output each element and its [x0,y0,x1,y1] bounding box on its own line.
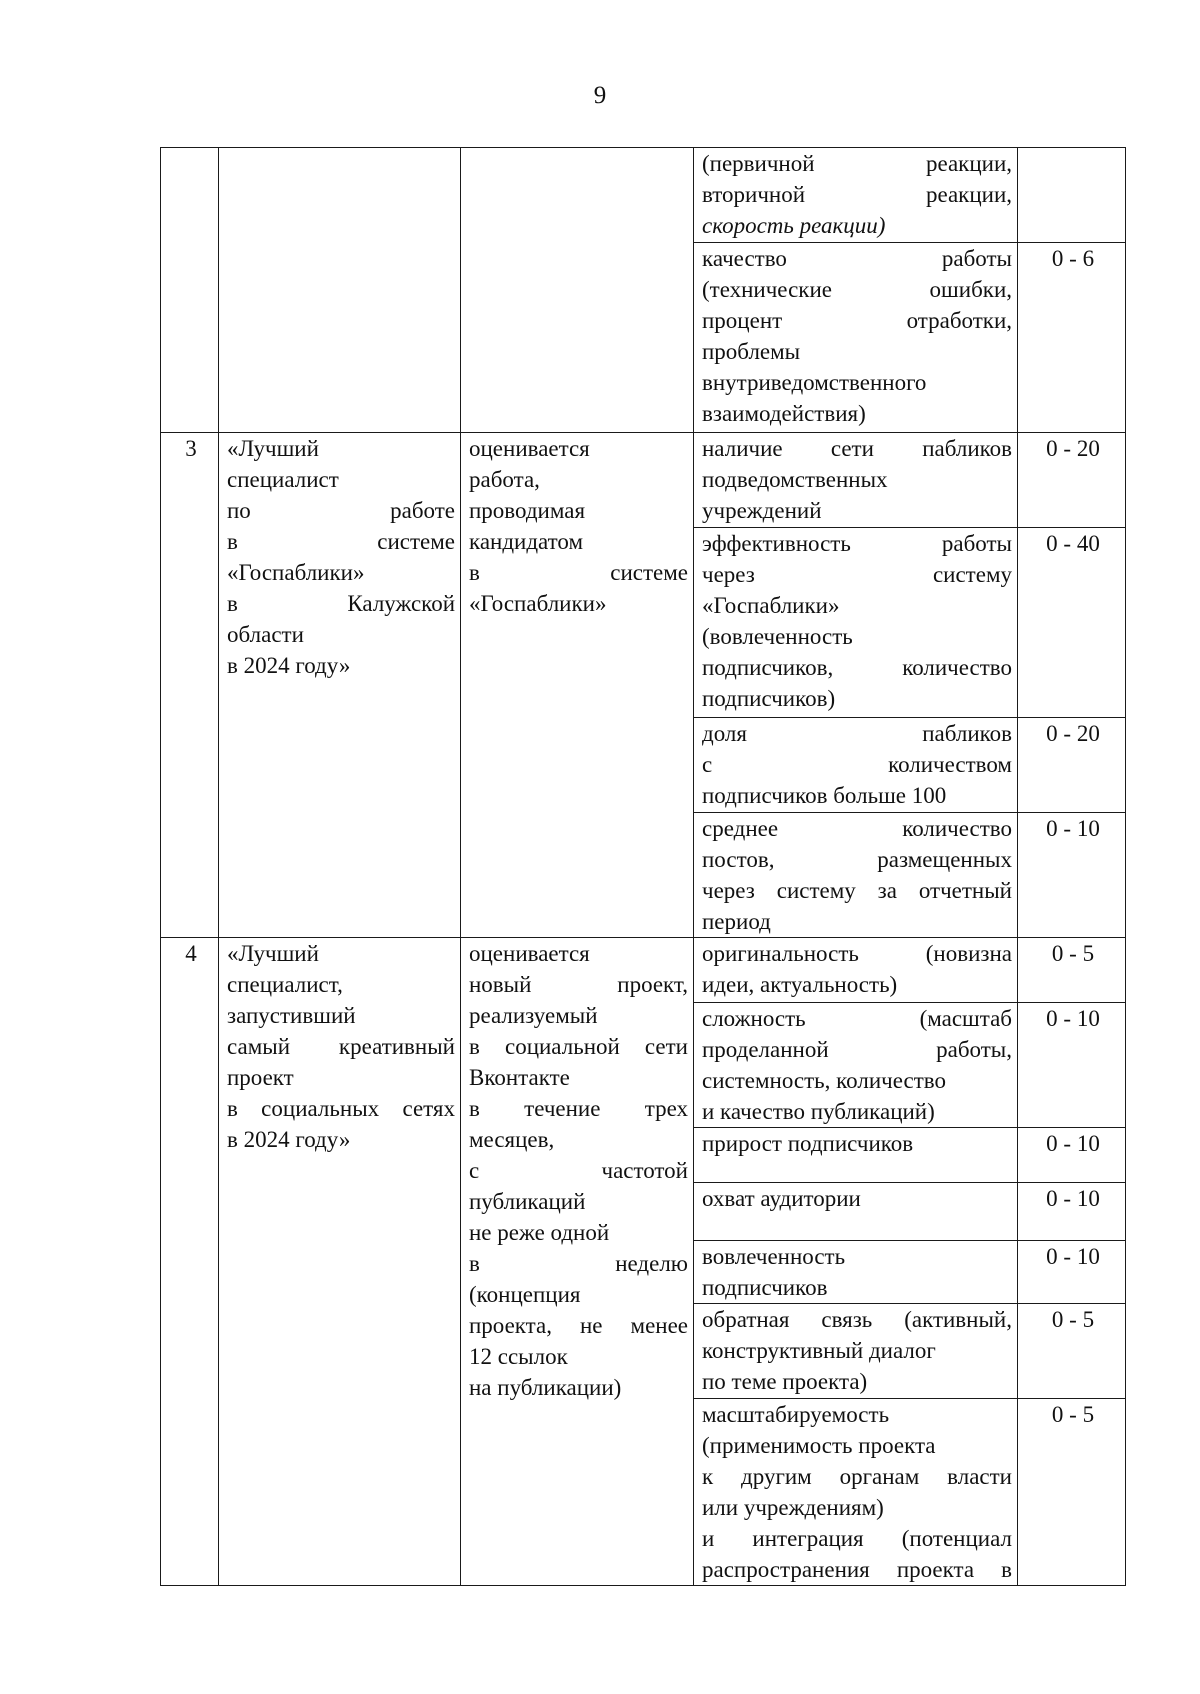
nomination-line: проект [227,1065,294,1090]
criterion-line: оригинальность (новизна [702,941,1012,966]
description-line: не реже одной [469,1220,610,1245]
criterion-line: «Госпаблики» [702,593,840,618]
description-line: с частотой [469,1158,688,1183]
criterion-line: распространения проекта в [702,1557,1012,1582]
nomination-line: специалист, [227,972,343,997]
nomination-line: в 2024 году» [227,1127,351,1152]
row-number: 3 [185,436,197,461]
nomination-cell-empty [219,148,461,433]
number-cell [161,938,219,1586]
score-cell: 0 - 20 [1018,718,1126,813]
criterion-cell [694,1183,1018,1241]
score-cell: 0 - 10 [1018,1128,1126,1183]
criterion-line: постов, размещенных [702,847,1012,872]
nomination-line: специалист [227,467,339,492]
criterion-line: эффективность работы [702,531,1012,556]
criterion-line: скорость реакции) [702,213,886,238]
criterion-line: или учреждениям) [702,1495,884,1520]
score-cell: 0 - 5 [1018,938,1126,1003]
table-row [161,433,1126,528]
criterion-line: конструктивный диалог [702,1338,936,1363]
score-cell: 0 - 5 [1018,1304,1126,1399]
description-line: кандидатом [469,529,584,554]
description-line: проекта, не менее [469,1313,688,1338]
criterion-line: обратная связь (активный, [702,1307,1012,1332]
description-line: новый проект, [469,972,688,997]
criterion-line: качество работы [702,246,1012,271]
score-cell: 0 - 10 [1018,1241,1126,1304]
score-cell: 0 - 5 [1018,1399,1126,1586]
description-line: оценивается [469,436,590,461]
criterion-line: сложность (масштаб [702,1006,1012,1031]
description-cell-empty [461,148,694,433]
score-cell: 0 - 10 [1018,1183,1126,1241]
nomination-line: в Калужской [227,591,455,616]
nomination-cell [219,433,461,938]
criterion-line: проблемы [702,339,801,364]
criterion-line: доля пабликов [702,721,1012,746]
description-line: «Госпаблики» [469,591,607,616]
nomination-line: области [227,622,304,647]
score-cell [1018,148,1126,243]
criterion-line: взаимодействия) [702,401,866,426]
criterion-line: период [702,909,771,934]
score-cell: 0 - 10 [1018,813,1126,938]
description-line: в социальной сети [469,1034,688,1059]
description-line: публикаций [469,1189,586,1214]
criterion-cell [694,1128,1018,1183]
description-line: проводимая [469,498,586,523]
criterion-line: и качество публикаций) [702,1099,935,1124]
description-line: Вконтакте [469,1065,570,1090]
criterion-cell [694,718,1018,813]
criterion-line: с количеством [702,752,1012,777]
criterion-line: внутриведомственного [702,370,927,395]
description-cell [461,433,694,938]
criterion-line: идеи, актуальность) [702,972,898,997]
criterion-line: (вовлеченность [702,624,853,649]
criterion-line: по теме проекта) [702,1369,868,1394]
number-cell [161,433,219,938]
nomination-line: самый креативный [227,1034,455,1059]
score-cell: 0 - 10 [1018,1003,1126,1128]
criterion-line: процент отработки, [702,308,1012,333]
criterion-line: (применимость проекта [702,1433,936,1458]
description-line: оценивается [469,941,590,966]
page-number: 9 [593,82,607,109]
criterion-line: подведомственных [702,467,888,492]
nomination-line: в системе [227,529,455,554]
criterion-line: наличие сети пабликов [702,436,1012,461]
criterion-line: вторичной реакции, [702,182,1012,207]
score-cell: 0 - 6 [1018,243,1126,433]
criterion-line: (технические ошибки, [702,277,1012,302]
number-cell-empty [161,148,219,433]
description-line: в течение трех [469,1096,688,1121]
nomination-line: «Лучший [227,941,319,966]
nomination-cell [219,938,461,1586]
description-line: в неделю [469,1251,688,1276]
criterion-line: прирост подписчиков [702,1131,914,1156]
description-line: реализуемый [469,1003,598,1028]
nomination-line: в социальных сетях [227,1096,455,1121]
criterion-line: среднее количество [702,816,1012,841]
criterion-line: подписчиков, количество [702,655,1012,680]
description-line: 12 ссылок [469,1344,568,1369]
criterion-line: масштабируемость [702,1402,890,1427]
criterion-cell [694,938,1018,1003]
criterion-line: учреждений [702,498,822,523]
criterion-line: проделанной работы, [702,1037,1012,1062]
criterion-line: через систему [702,562,1012,587]
description-line: на публикации) [469,1375,622,1400]
criterion-cell [694,1003,1018,1128]
criteria-table [160,147,1126,1586]
criterion-line: подписчиков больше 100 [702,783,947,808]
description-cell [461,938,694,1586]
description-line: работа, [469,467,540,492]
criterion-line: подписчиков) [702,686,836,711]
criterion-line: охват аудитории [702,1186,861,1211]
criterion-cell [694,1241,1018,1304]
criterion-line: и интеграция (потенциал [702,1526,1012,1551]
nomination-line: запустивший [227,1003,356,1028]
table-row [161,938,1126,1003]
criterion-cell [694,148,1018,243]
description-line: месяцев, [469,1127,555,1152]
nomination-line: «Лучший [227,436,319,461]
criterion-cell [694,528,1018,718]
description-line: в системе [469,560,688,585]
criterion-cell [694,1399,1018,1586]
criterion-line: вовлеченность [702,1244,846,1269]
criterion-cell [694,1304,1018,1399]
criterion-cell [694,813,1018,938]
table-row [161,148,1126,243]
criterion-line: через систему за отчетный [702,878,1012,903]
criterion-line: системность, количество [702,1068,946,1093]
score-cell: 0 - 20 [1018,433,1126,528]
criterion-cell [694,433,1018,528]
criterion-line: подписчиков [702,1275,828,1300]
row-number: 4 [185,941,197,966]
score-cell: 0 - 40 [1018,528,1126,718]
criterion-line: (первичной реакции, [702,151,1012,176]
criterion-line: к другим органам власти [702,1464,1012,1489]
nomination-line: «Госпаблики» [227,560,365,585]
nomination-line: в 2024 году» [227,653,351,678]
criterion-cell [694,243,1018,433]
nomination-line: по работе [227,498,455,523]
description-line: (концепция [469,1282,581,1307]
